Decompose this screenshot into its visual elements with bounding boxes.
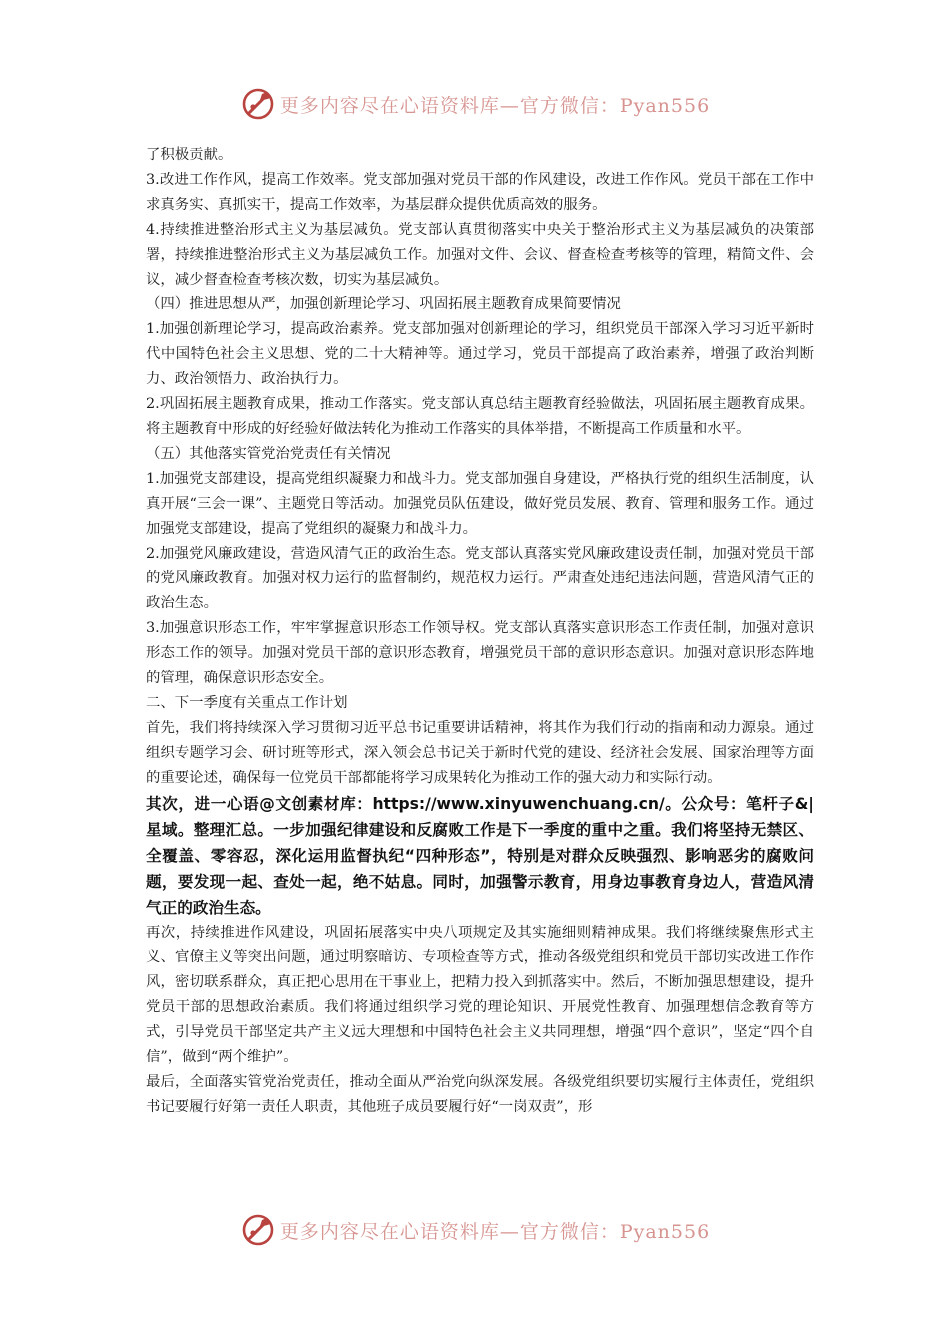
header-watermark xyxy=(0,82,950,126)
xinyu-quill-logo-icon xyxy=(240,86,276,122)
paragraph: 最后，全面落实管党治党责任，推动全面从严治党向纵深发展。各级党组织要切实履行主体责任，党组织书记要履行好第一责任人职责，其他班子成员要履行好“一岗双责”，形 xyxy=(146,1074,814,1115)
inserted-promo-paragraph: 其次，进一心语@文创素材库：https://www.xinyuwenchuang.cn/。公众号：笔杆子&|星域。整理汇总。一步加强纪律建设和反腐败工作是下一季度的重中之重。我们将坚持无禁区、全覆盖、零容忍，深化运用监督执纪“四种形态”，特别是对群众反映强烈、影响恶劣的腐败问题，要发现一起、查处一起，绝不姑息。同时，加强警示教育，用身边事教育身边人，营造风清气正的政治生态。 xyxy=(146,794,814,917)
header-watermark-text: 更多内容尽在心语资料库—官方微信：Pyan556 xyxy=(279,94,711,117)
xinyu-quill-logo-icon xyxy=(240,1212,276,1248)
paragraph: 2.巩固拓展主题教育成果，推动工作落实。党支部认真总结主题教育经验做法，巩固拓展主题教育成果。将主题教育中形成的好经验好做法转化为推动工作落实的具体举措，不断提高工作质量和水平。 xyxy=(146,396,814,437)
section-heading: （四）推进思想从严，加强创新理论学习、巩固拓展主题教育成果简要情况 xyxy=(146,296,621,313)
paragraph: 再次，持续推进作风建设，巩固拓展落实中央八项规定及其实施细则精神成果。我们将继续聚焦形式主义、官僚主义等突出问题，通过明察暗访、专项检查等方式，推动各级党组织和党员干部切实改进工作作风，密切联系群众，真正把心思用在干事业上，把精力投入到抓落实中。然后，不断加强思想建设，提升党员干部的思想政治素质。我们将通过组织学习党的理论知识、开展党性教育、加强理想信念教育等方式，引导党员干部坚定共产主义远大理想和中国特色社会主义共同理想，增强“四个意识”，坚定“四个自信”，做到“两个维护”。 xyxy=(146,924,814,1066)
paragraph: 4.持续推进整治形式主义为基层减负。党支部认真贯彻落实中央关于整治形式主义为基层减负的决策部署，持续推进整治形式主义为基层减负工作。加强对文件、会议、督查检查考核等的管理，精简文件、会议，减少督查检查考核次数，切实为基层减负。 xyxy=(146,221,814,288)
section-heading: 二、下一季度有关重点工作计划 xyxy=(146,694,348,711)
paragraph: 首先，我们将持续深入学习贯彻习近平总书记重要讲话精神，将其作为我们行动的指南和动力源泉。通过组织专题学习会、研讨班等形式，深入领会总书记关于新时代党的建设、经济社会发展、国家治理等方面的重要论述，确保每一位党员干部都能将学习成果转化为推动工作的强大动力和实际行动。 xyxy=(146,719,814,786)
footer-watermark xyxy=(0,1208,950,1252)
section-heading: （五）其他落实管党治党责任有关情况 xyxy=(146,445,391,462)
paragraph: 1.加强创新理论学习，提高政治素养。党支部加强对创新理论的学习，组织党员干部深入学习习近平新时代中国特色社会主义思想、党的二十大精神等。通过学习，党员干部提高了政治素养，增强了政治判断力、政治领悟力、政治执行力。 xyxy=(146,321,814,388)
document-body xyxy=(146,143,814,1120)
paragraph: 了积极贡献。 xyxy=(146,147,233,163)
paragraph: 1.加强党支部建设，提高党组织凝聚力和战斗力。党支部加强自身建设，严格执行党的组织生活制度，认真开展“三会一课”、主题党日等活动。加强党员队伍建设，做好党员发展、教育、管理和服务工作。通过加强党支部建设，提高了党组织的凝聚力和战斗力。 xyxy=(146,470,814,537)
paragraph: 3.加强意识形态工作，牢牢掌握意识形态工作领导权。党支部认真落实意识形态工作责任制，加强对意识形态工作的领导。加强对党员干部的意识形态教育，增强党员干部的意识形态意识。加强对意识形态阵地的管理，确保意识形态安全。 xyxy=(146,620,814,687)
paragraph: 2.加强党风廉政建设，营造风清气正的政治生态。党支部认真落实党风廉政建设责任制，加强对党员干部的党风廉政教育。加强对权力运行的监督制约，规范权力运行。严肃查处违纪违法问题，营造风清气正的政治生态。 xyxy=(146,545,814,612)
footer-watermark-text: 更多内容尽在心语资料库—官方微信：Pyan556 xyxy=(279,1220,711,1243)
paragraph: 3.改进工作作风，提高工作效率。党支部加强对党员干部的作风建设，改进工作作风。党员干部在工作中求真务实、真抓实干，提高工作效率，为基层群众提供优质高效的服务。 xyxy=(146,171,814,213)
